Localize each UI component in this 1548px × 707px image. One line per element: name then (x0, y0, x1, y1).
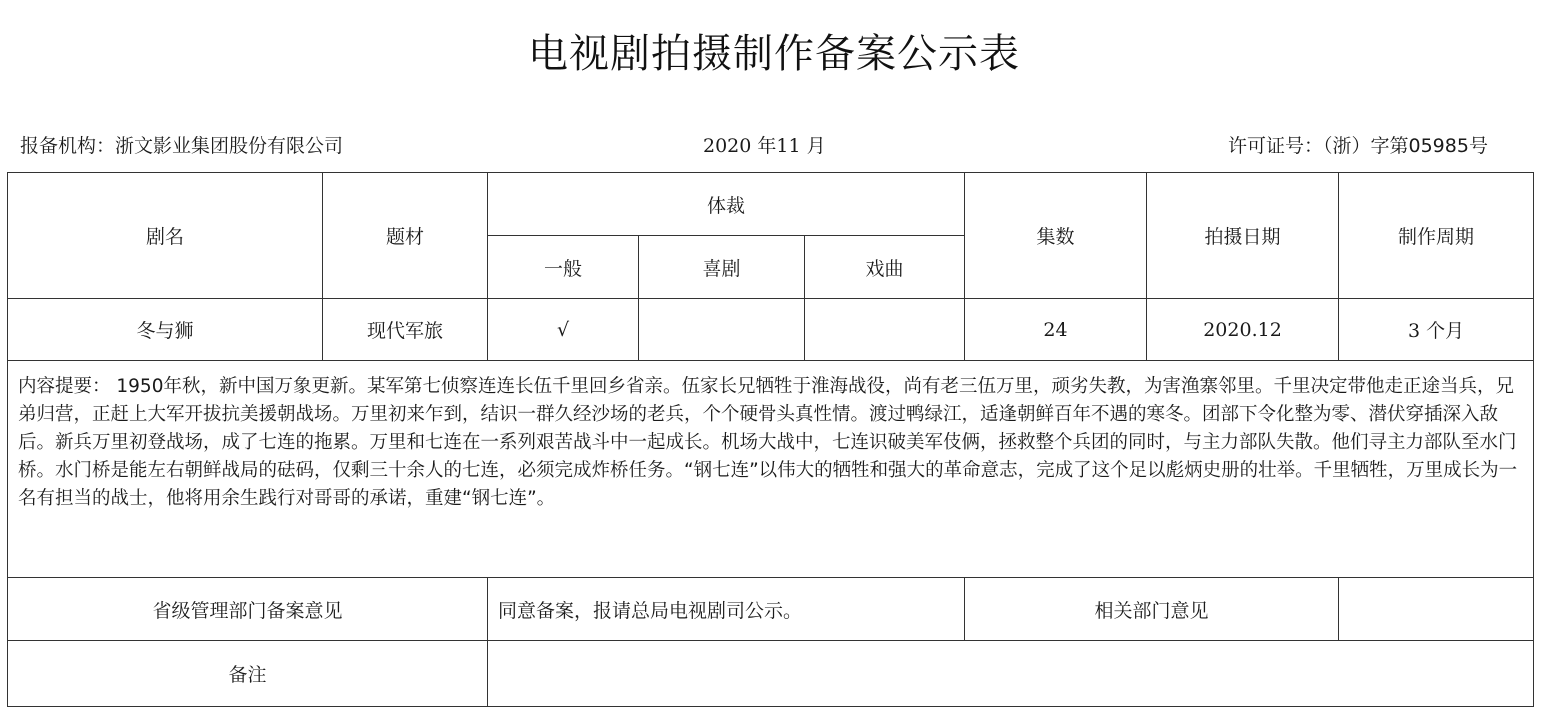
related-dept-opinion (1339, 578, 1534, 641)
license-number: 许可证号：（浙）字第05985号 (1228, 135, 1488, 157)
summary-row (8, 361, 1534, 578)
header-genre-general: 一般 (488, 236, 639, 299)
header-title: 剧名 (8, 173, 323, 299)
header-episodes: 集数 (965, 173, 1147, 299)
header-genre: 体裁 (488, 173, 965, 236)
filing-organization: 报备机构：浙文影业集团股份有限公司 (20, 135, 344, 157)
cell-genre-comedy (639, 299, 805, 361)
opinion-row (8, 578, 1534, 641)
cell-episodes: 24 (965, 299, 1147, 361)
header-row (8, 173, 1534, 236)
document-title: 电视剧拍摄制作备案公示表 (528, 31, 1020, 77)
cell-shoot-date: 2020.12 (1147, 299, 1339, 361)
cell-genre-opera (805, 299, 965, 361)
header-shoot-date: 拍摄日期 (1147, 173, 1339, 299)
provincial-opinion-label: 省级管理部门备案意见 (8, 578, 488, 641)
remarks-row (8, 641, 1534, 707)
table-row (8, 299, 1534, 361)
header-genre-comedy: 喜剧 (639, 236, 805, 299)
cell-subject: 现代军旅 (323, 299, 488, 361)
cell-title: 冬与狮 (8, 299, 323, 361)
remarks-value (488, 641, 1534, 707)
content-summary: 内容提要： 1950年秋，新中国万象更新。某军第七侦察连连长伍千里回乡省亲。伍家长兄牺牲于淮海战役，尚有老三伍万里，顽劣失教，为害渔寨邻里。千里决定带他走正途当兵，兄弟归营，正赶上大军开拔抗美援朝战场。万里初来乍到，结识一群久经沙场的老兵，个个硬骨头真性情。渡过鸭绿江，适逢朝鲜百年不遇的寒冬。团部下令化整为零、潜伏穿插深入敌后。新兵万里初登战场，成了七连的拖累。万里和七连在一系列艰苦战斗中一起成长。机场大战中，七连识破美军伎俩，拯救整个兵团的同时，与主力部队失散。他们寻主力部队至水门桥。水门桥是能左右朝鲜战局的砝码，仅剩三十余人的七连，必须完成炸桥任务。“钢七连”以伟大的牺牲和强大的革命意志，完成了这个足以彪炳史册的壮举。千里牺牲，万里成长为一名有担当的战士，他将用余生践行对哥哥的承诺，重建“钢七连”。 (8, 361, 1534, 578)
header-subject: 题材 (323, 173, 488, 299)
cell-production-cycle: 3 个月 (1339, 299, 1534, 361)
remarks-label: 备注 (8, 641, 488, 707)
related-dept-label: 相关部门意见 (965, 578, 1339, 641)
provincial-opinion: 同意备案，报请总局电视剧司公示。 (488, 578, 965, 641)
filing-table (7, 172, 1534, 707)
filing-date: 2020 年11 月 (703, 135, 826, 157)
header-genre-opera: 戏曲 (805, 236, 965, 299)
cell-genre-general: √ (488, 299, 639, 361)
header-production-cycle: 制作周期 (1339, 173, 1534, 299)
